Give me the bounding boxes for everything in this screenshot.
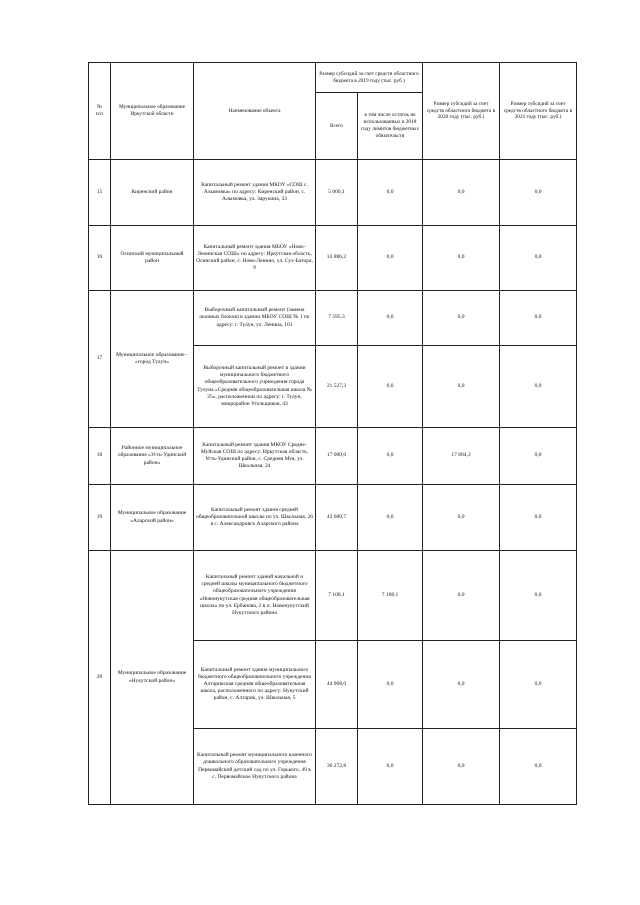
row-object: Капитальный ремонт зданий начальной и средней школы муниципального бюджетного общеобразовательного учреждения «Новонукутская средняя общеобразовательная школа» по ул. Ербанова, 2 в п. Новонукутский Нукутского района [194, 551, 316, 641]
col-header-object: Наименование объекта [194, 63, 316, 160]
row-2021: 0,0 [500, 291, 577, 346]
row-unused: 0,0 [358, 729, 423, 805]
row-object: Капитальный ремонт здания муниципального бюджетного общеобразовательного учреждения Алтарикская средняя общеобразовательная школа, расположенного по адресу: Нукутский район, с. Алтарик, ул. Школьная, 5 [194, 641, 316, 729]
row-object: Капитальный ремонт муниципального казенного дошкольного образовательного учреждения Первомайский детский сад по ул. Горького, 49 в с. Первомайское Нукутского района [194, 729, 316, 805]
col-header-subsidy-2020: Размер субсидий за счет средств областного бюджета в 2020 году (тыс. руб.) [423, 63, 500, 160]
row-2021: 0,0 [500, 641, 577, 729]
row-number: 20 [89, 551, 111, 805]
row-unused: 0,0 [358, 346, 423, 428]
row-2021: 0,0 [500, 428, 577, 485]
row-total: 43 600,7 [316, 485, 358, 551]
row-2020: 0,0 [423, 551, 500, 641]
col-header-municipality: Муниципальное образование Иркутской области [111, 63, 194, 160]
row-unused: 0,0 [358, 226, 423, 291]
row-total: 7 108,1 [316, 551, 358, 641]
row-unused: 0,0 [358, 641, 423, 729]
table-row [89, 160, 577, 226]
table-header-row [89, 63, 577, 93]
table-row [89, 551, 577, 641]
table-row [89, 485, 577, 551]
row-municipality: Муниципальное образование - «город Тулун» [111, 291, 194, 428]
row-municipality: Районное муниципальное образование «Усть-Удинский район» [111, 428, 194, 485]
row-2020: 17 804,3 [423, 428, 500, 485]
row-2021: 0,0 [500, 551, 577, 641]
col-header-subsidy-2021: Размер субсидий за счет средств областного бюджета в 2021 году (тыс. руб.) [500, 63, 577, 160]
row-object: Капитальный ремонт здания МБОУ «Ново-Ленинская СОШ» по адресу: Иркутская область, Осинский район, с. Ново-Ленино, ул. Сух-Батора, 9 [194, 226, 316, 291]
row-object: Капитальный ремонт здания МКОУ «СОШ с. Алымовка» по адресу: Киренский район, с. Алымовка, ул. Зарукина, 33 [194, 160, 316, 226]
table-row [89, 291, 577, 346]
row-municipality: Муниципальное образование «Нукутский район» [111, 551, 194, 805]
row-unused: 0,0 [358, 291, 423, 346]
row-unused: 7 108,1 [358, 551, 423, 641]
row-2020: 0,0 [423, 291, 500, 346]
row-municipality: Киренский район [111, 160, 194, 226]
row-unused: 0,0 [358, 485, 423, 551]
row-total: 33 886,2 [316, 226, 358, 291]
row-unused: 0,0 [358, 160, 423, 226]
row-total: 5 000,1 [316, 160, 358, 226]
row-total: 21 527,3 [316, 346, 358, 428]
table-row [89, 226, 577, 291]
subsidy-table [88, 62, 577, 805]
row-total: 7 595,3 [316, 291, 358, 346]
row-2021: 0,0 [500, 729, 577, 805]
row-object: Капитальный ремонт здания МКОУ Средне-Муйская СОШ по адресу: Иркутская область, Усть-Удинский район, с. Средняя Муя, ул. Школьная, 24 [194, 428, 316, 485]
row-2021: 0,0 [500, 226, 577, 291]
row-object: Выборочный капитальный ремонт (замена оконных блоков) в здании МБОУ СОШ № 1 по адресу: г. Тулун, ул. Ленина, 101 [194, 291, 316, 346]
row-unused: 0,0 [358, 428, 423, 485]
col-header-subsidy-2019: Размер субсидий за счет средств областного бюджета в 2019 году (тыс. руб.) [316, 63, 423, 93]
row-2020: 0,0 [423, 160, 500, 226]
row-2021: 0,0 [500, 346, 577, 428]
row-municipality: Осинский муниципальный район [111, 226, 194, 291]
row-number: 15 [89, 160, 111, 226]
row-2020: 0,0 [423, 485, 500, 551]
col-header-unused: в том числе остаток не использованных в 2018 году лимитов бюджетных обязательств [358, 93, 423, 160]
table-row [89, 428, 577, 485]
col-header-total: Всего [316, 93, 358, 160]
row-object: Выборочный капитальный ремонт в здании муниципального бюджетного общеобразовательного учреждения города Тулуна «Средняя общеобразовательная школа № 25», расположенном по адресу: г. Тулун, микрорайон Угольщиков, 43 [194, 346, 316, 428]
row-object: Капитальный ремонт здания средней общеобразовательной школы по ул. Школьная, 26 в с. Александровск Аларского района [194, 485, 316, 551]
col-header-num: № п/п [89, 63, 111, 160]
row-2020: 0,0 [423, 641, 500, 729]
row-number: 16 [89, 226, 111, 291]
row-2020: 0,0 [423, 346, 500, 428]
row-number: 18 [89, 428, 111, 485]
row-number: 19 [89, 485, 111, 551]
row-municipality: Муниципальное образование «Аларский район» [111, 485, 194, 551]
row-total: 44 968,0 [316, 641, 358, 729]
row-2020: 0,0 [423, 729, 500, 805]
row-total: 17 000,0 [316, 428, 358, 485]
row-2021: 0,0 [500, 485, 577, 551]
row-2021: 0,0 [500, 160, 577, 226]
row-number: 17 [89, 291, 111, 428]
row-2020: 0,0 [423, 226, 500, 291]
row-total: 36 272,8 [316, 729, 358, 805]
